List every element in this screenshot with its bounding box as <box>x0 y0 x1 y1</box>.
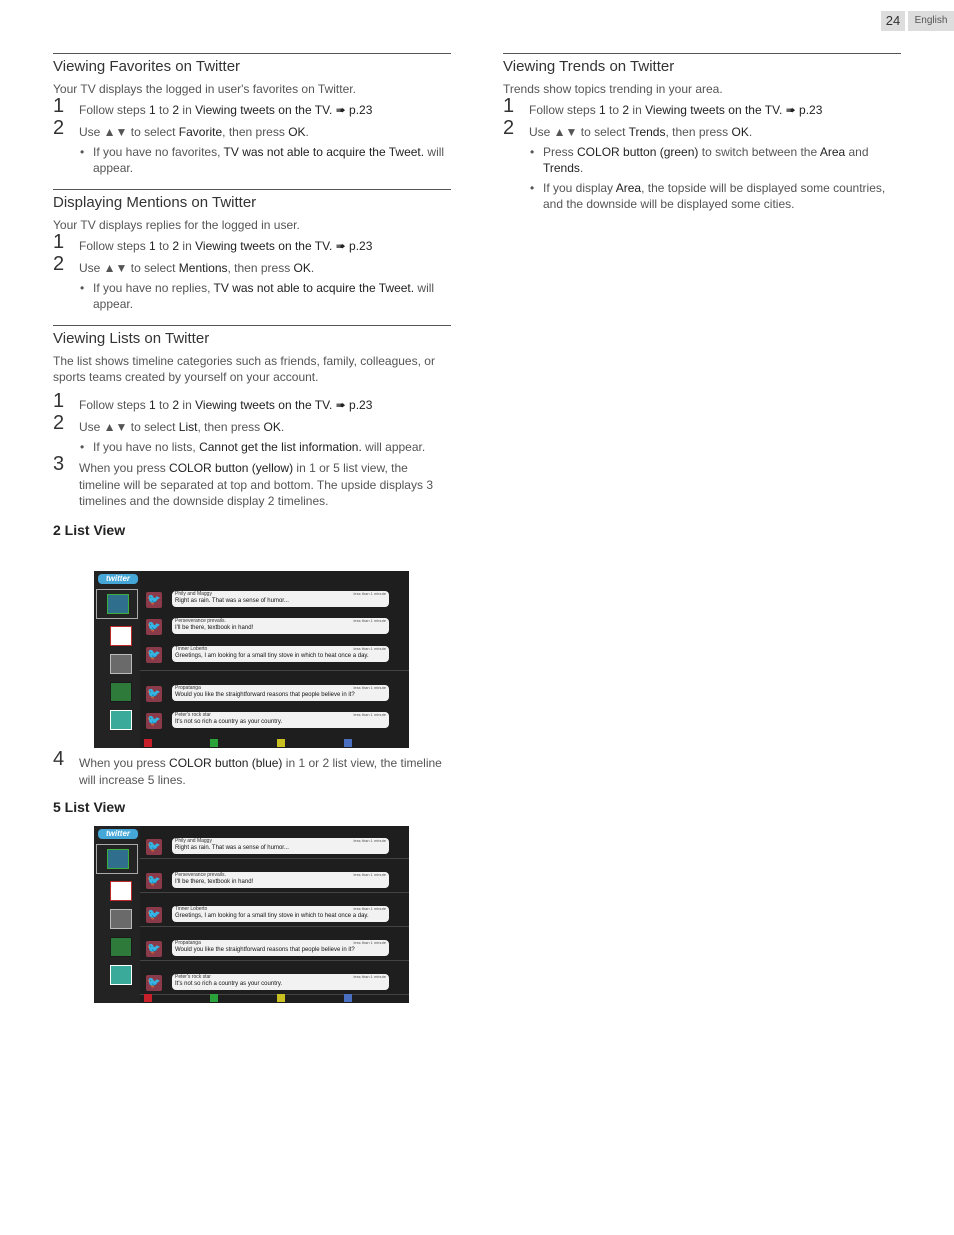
twitter-bird-icon: 🐦 <box>147 649 161 661</box>
category-games-icon <box>110 682 132 702</box>
lists-section <box>53 325 451 538</box>
step-3 <box>53 453 451 510</box>
step-number: 1 <box>53 95 65 117</box>
category-item[interactable] <box>104 878 124 896</box>
blue-key-icon <box>344 994 352 1002</box>
twitter-bird-icon: 🐦 <box>147 977 161 989</box>
timeline-divider <box>140 994 409 995</box>
mentions-section <box>53 189 451 312</box>
category-item[interactable] <box>104 679 124 697</box>
step-number: 1 <box>53 231 65 253</box>
section-title: Viewing Trends on Twitter <box>503 58 675 75</box>
twitter-bird-icon: 🐦 <box>147 909 161 921</box>
cross-reference-link[interactable]: Viewing tweets on the TV <box>195 103 329 117</box>
yellow-key-icon <box>277 739 285 747</box>
tweet-text: Right as rain. That was a sense of humor... <box>175 845 289 851</box>
step-ref: 1 <box>599 103 606 117</box>
tweet-text: Would you like the straightforward reasons that people believe in it? <box>175 692 355 698</box>
step-ref: 1 <box>149 398 156 412</box>
step-text: When you press <box>79 756 170 770</box>
message-text: Cannot get the list information. <box>199 440 362 454</box>
timeline-divider <box>140 960 409 961</box>
step-1 <box>53 390 451 414</box>
step-4 <box>53 748 451 788</box>
timeline-divider <box>140 670 409 671</box>
tweet-bubble[interactable] <box>172 872 389 888</box>
step-number: 2 <box>53 116 65 139</box>
step-ref: 1 <box>149 103 156 117</box>
step-ref: 2 <box>172 239 180 253</box>
tweet-time: less than 1 minute <box>353 646 386 651</box>
tweet-time: less than 1 minute <box>353 906 386 911</box>
tweet-author: Phily and Maggy <box>175 838 212 844</box>
tweet-author: Perseverance prevails. <box>175 872 226 878</box>
section-intro: The list shows timeline categories such as friends, family, colleagues, or sports teams created by yourself on your account. <box>53 354 435 384</box>
step-ref: 2 <box>172 103 180 117</box>
tweet-author: Propatanga <box>175 940 201 946</box>
bullet-text: and <box>845 145 869 159</box>
step-2 <box>53 116 451 141</box>
tweet-author: Tinner Loberto <box>175 646 208 652</box>
step-text: to <box>155 103 173 117</box>
step-number: 3 <box>53 453 65 475</box>
step-text: , then press <box>197 419 264 434</box>
tweet-author: Peter's rock star <box>175 974 211 980</box>
category-family-icon <box>110 881 132 901</box>
timeline-divider <box>140 892 409 893</box>
step-text: Use ▲▼ to select <box>79 260 179 275</box>
step-text: , then press <box>227 260 294 275</box>
cross-reference-link[interactable]: Viewing tweets on the TV <box>195 239 329 253</box>
tweet-text: It's not so rich a country as your country. <box>175 981 283 987</box>
red-key-icon <box>144 739 152 747</box>
tv-screen-5-list-view <box>94 826 409 1003</box>
tweet-bubble[interactable] <box>172 618 389 634</box>
category-item[interactable] <box>104 651 124 669</box>
bullet-text: If you have no favorites, <box>93 145 224 159</box>
category-friends-icon <box>107 849 129 869</box>
red-key-icon <box>144 994 152 1002</box>
step-number: 2 <box>53 411 65 434</box>
tweet-bubble[interactable] <box>172 906 389 922</box>
step-number: 4 <box>53 748 65 770</box>
category-item[interactable] <box>96 589 138 619</box>
blue-key-icon <box>344 739 352 747</box>
twitter-bird-icon: 🐦 <box>147 943 161 955</box>
category-colleagues-icon <box>110 909 132 929</box>
category-item[interactable] <box>104 707 124 725</box>
tweet-author: Tinner Loberto <box>175 906 208 912</box>
step-text: Follow steps <box>79 398 150 412</box>
bullet-text: Press <box>543 145 578 159</box>
category-friends-icon <box>107 594 129 614</box>
step-ref: 1 <box>149 239 156 253</box>
tweet-author: Phily and Maggy <box>175 591 212 597</box>
category-sidebar <box>94 571 140 748</box>
twitter-bird-icon: 🐦 <box>147 841 161 853</box>
button-name: COLOR button (green) <box>577 145 699 159</box>
page-reference[interactable]: . ➠ p.23 <box>328 398 373 412</box>
green-key-icon <box>210 994 218 1002</box>
category-item[interactable] <box>96 844 138 874</box>
category-family-icon <box>110 626 132 646</box>
green-key-icon <box>210 739 218 747</box>
step-text: Use ▲▼ to select <box>529 124 629 139</box>
button-name: OK <box>731 124 749 139</box>
timeline-divider <box>140 858 409 859</box>
step-text: Follow steps <box>79 103 150 117</box>
note-bullet <box>503 180 901 212</box>
step-1 <box>503 95 901 119</box>
category-sports-icon <box>110 965 132 985</box>
button-name: COLOR button (yellow) <box>169 461 294 475</box>
note-bullet <box>53 439 451 455</box>
category-sports-icon <box>110 710 132 730</box>
tweet-text: Would you like the straightforward reasons that people believe in it? <box>175 947 355 953</box>
step-text: , then press <box>665 124 732 139</box>
step-text: to <box>155 398 173 412</box>
category-colleagues-icon <box>110 654 132 674</box>
tweet-time: less than 1 minute <box>353 974 386 979</box>
step-text: , then press <box>222 124 289 139</box>
step-number: 2 <box>53 252 65 275</box>
step-text: . <box>305 124 309 139</box>
button-name: OK <box>293 260 311 275</box>
step-ref: 2 <box>622 103 630 117</box>
step-text: to <box>605 103 623 117</box>
step-text: Use ▲▼ to select <box>79 124 179 139</box>
tweet-time: less than 1 minute <box>353 940 386 945</box>
cross-reference-link[interactable]: Viewing tweets on the TV <box>645 103 779 117</box>
tweet-text: I'll be there, textbook in hand! <box>175 625 254 631</box>
subheading-2-list-view: 2 List View <box>53 521 126 538</box>
tweet-bubble[interactable] <box>172 712 389 728</box>
bullet-text: will appear. <box>93 281 435 311</box>
favorites-section <box>53 53 451 176</box>
button-name: OK <box>263 419 281 434</box>
step-text: . <box>280 419 285 434</box>
option-name: Trends <box>543 161 580 175</box>
twitter-bird-icon: 🐦 <box>147 621 161 633</box>
step-text: . <box>748 124 753 139</box>
bullet-text: to switch between the <box>698 145 820 159</box>
tweet-author: Peter's rock star <box>175 712 211 718</box>
twitter-logo: twitter <box>98 574 138 584</box>
tweet-text: Greetings, I am looking for a small tiny stove in which to heat once a day. <box>175 913 369 919</box>
step-number: 1 <box>53 390 65 412</box>
tweet-time: less than 1 minute <box>353 838 386 843</box>
note-bullet <box>53 144 451 176</box>
message-text: TV was not able to acquire the Tweet. <box>213 281 415 295</box>
timeline-divider <box>140 926 409 927</box>
section-intro: Trends show topics trending in your area. <box>503 82 723 96</box>
step-2 <box>53 252 451 277</box>
tweet-bubble[interactable] <box>172 646 389 662</box>
tweet-bubble[interactable] <box>172 974 389 990</box>
note-bullet <box>503 144 901 176</box>
step-text: When you press <box>79 461 170 475</box>
category-item[interactable] <box>104 934 124 952</box>
bullet-text: . <box>579 161 584 175</box>
tweet-bubble[interactable] <box>172 591 389 607</box>
twitter-logo: twitter <box>98 829 138 839</box>
menu-item-name: Favorite <box>178 124 223 139</box>
bullet-text: If you have no lists, <box>93 440 200 454</box>
menu-item-name: Mentions <box>178 260 228 275</box>
option-name: Area <box>819 145 846 159</box>
category-games-icon <box>110 937 132 957</box>
tweet-time: less than 1 minute <box>353 618 386 623</box>
tweet-text: I'll be there, textbook in hand! <box>175 879 254 885</box>
page-reference[interactable]: . ➠ p.23 <box>778 103 823 117</box>
tweet-text: Right as rain. That was a sense of humor... <box>175 598 289 604</box>
bullet-text: will appear. <box>93 145 445 175</box>
subheading-5-list-view: 5 List View <box>53 799 126 815</box>
tv-screen-2-list-view <box>94 571 409 748</box>
twitter-bird-icon: 🐦 <box>147 688 161 700</box>
step-text: in <box>179 239 196 253</box>
category-item[interactable] <box>104 906 124 924</box>
category-item[interactable] <box>104 962 124 980</box>
step-1 <box>53 95 451 119</box>
step-text: in <box>179 103 196 117</box>
cross-reference-link[interactable]: Viewing tweets on the TV <box>195 398 329 412</box>
twitter-bird-icon: 🐦 <box>147 715 161 727</box>
step-2 <box>503 116 901 141</box>
menu-item-name: List <box>178 419 198 434</box>
section-title: Viewing Lists on Twitter <box>53 330 210 347</box>
tweet-author: Perseverance prevails. <box>175 618 226 624</box>
category-item[interactable] <box>104 623 124 641</box>
bullet-text: , the topside will be displayed some countries, and the downside will be displayed some cities. <box>543 181 886 211</box>
page-reference[interactable]: . ➠ p.23 <box>328 239 373 253</box>
section-title: Viewing Favorites on Twitter <box>53 58 241 75</box>
step-number: 1 <box>503 95 515 117</box>
page-number: 24 <box>881 11 905 31</box>
tweet-text: Greetings, I am looking for a small tiny stove in which to heat once a day. <box>175 653 369 659</box>
trends-section <box>503 53 901 212</box>
tweet-bubble[interactable] <box>172 838 389 854</box>
step-1 <box>53 231 451 255</box>
step-text: in <box>629 103 646 117</box>
menu-item-name: Trends <box>628 124 666 139</box>
button-name: OK <box>288 124 306 139</box>
section-intro: Your TV displays the logged in user's favorites on Twitter. <box>53 82 356 96</box>
tweet-time: less than 1 minute <box>353 685 386 690</box>
button-name: COLOR button (blue) <box>169 756 283 770</box>
page-reference[interactable]: . ➠ p.23 <box>328 103 373 117</box>
bullet-text: will appear. <box>361 440 426 454</box>
step-text: Use ▲▼ to select <box>79 419 179 434</box>
step-text: to <box>155 239 173 253</box>
tweet-time: less than 1 minute <box>353 712 386 717</box>
step-text: Follow steps <box>79 239 150 253</box>
tweet-bubble[interactable] <box>172 940 389 956</box>
section-title: Displaying Mentions on Twitter <box>53 194 257 211</box>
message-text: TV was not able to acquire the Tweet. <box>223 145 425 159</box>
section-intro: Your TV displays replies for the logged in user. <box>53 218 300 232</box>
language-label: English <box>908 11 954 31</box>
twitter-bird-icon: 🐦 <box>147 594 161 606</box>
yellow-key-icon <box>277 994 285 1002</box>
note-bullet <box>53 280 451 312</box>
tweet-time: less than 1 minute <box>353 872 386 877</box>
step-text: . <box>310 260 315 275</box>
tweet-text: It's not so rich a country as your country. <box>175 719 283 725</box>
tweet-author: Propatanga <box>175 685 201 691</box>
step-text: in 1 or 5 list view, the timeline will be separated at top and bottom. The upside displays 3 timelines and the downside display 2 timelines. <box>79 461 433 508</box>
option-name: Area <box>615 181 642 195</box>
step-text: Follow steps <box>529 103 600 117</box>
step-2 <box>53 411 451 436</box>
tweet-time: less than 1 minute <box>353 591 386 596</box>
bullet-text: If you have no replies, <box>93 281 214 295</box>
step-text: in <box>179 398 196 412</box>
bullet-text: If you display <box>543 181 616 195</box>
category-sidebar <box>94 826 140 1003</box>
step-number: 2 <box>503 116 515 139</box>
tweet-bubble[interactable] <box>172 685 389 701</box>
step-text: in 1 or 2 list view, the timeline will increase 5 lines. <box>79 756 442 787</box>
twitter-bird-icon: 🐦 <box>147 875 161 887</box>
step-ref: 2 <box>172 398 180 412</box>
